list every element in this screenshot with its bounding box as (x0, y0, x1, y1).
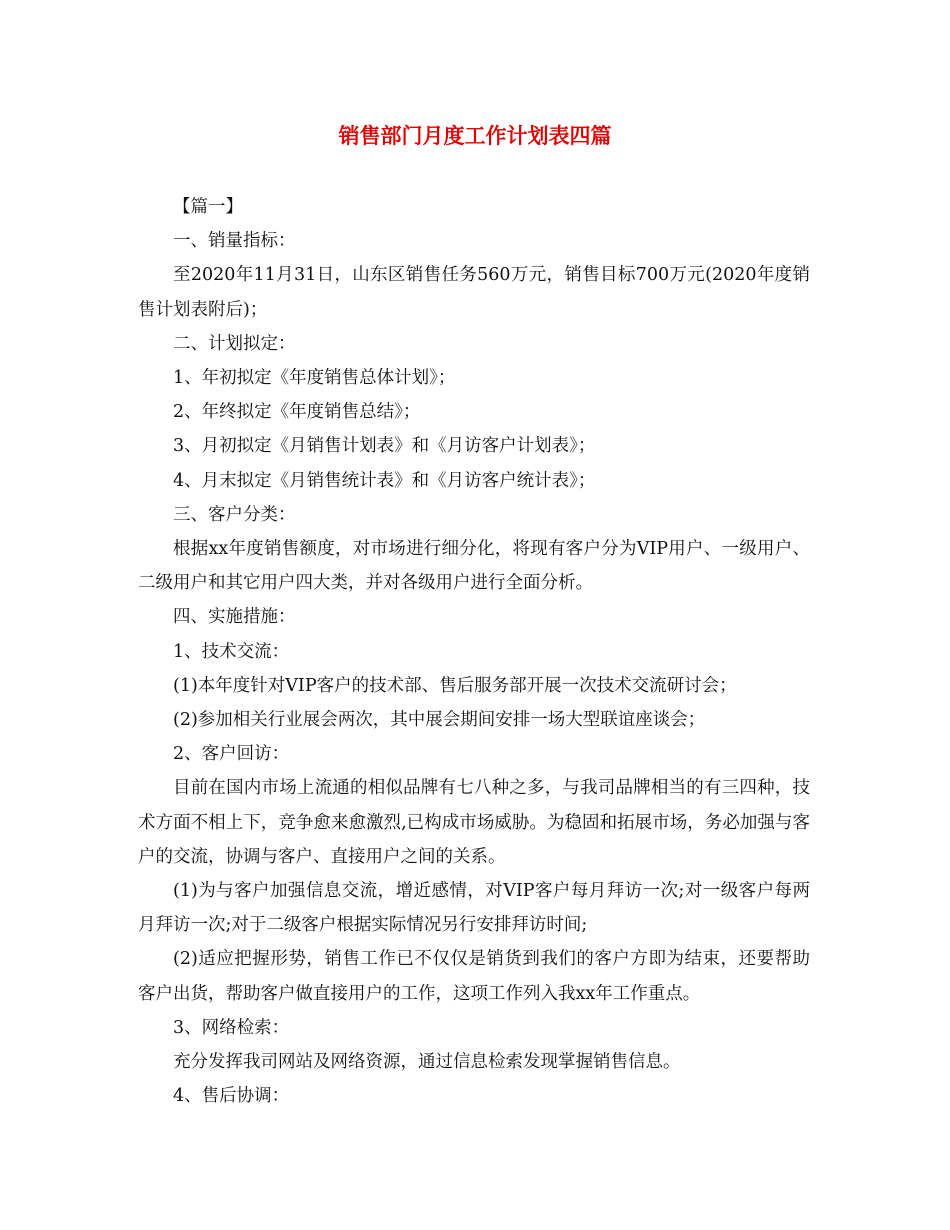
paragraph: 四、实施措施： (173, 607, 296, 628)
paragraph: 【篇一】 (173, 197, 243, 217)
paragraph: 根据xx年度销售额度，对市场进行细分化，将现有客户分为VIP用户、一级用户、二级用户和其它用户四大类，并对各级用户进行全面分析。 (138, 539, 810, 594)
paragraph: 3、网络检索： (173, 1017, 290, 1038)
paragraph: 充分发挥我司网站及网络资源，通过信息检索发现掌握销售信息。 (173, 1052, 681, 1073)
paragraph: 2、客户回访： (173, 744, 290, 765)
document-body (138, 190, 810, 1113)
paragraph: 一、销量指标： (173, 231, 296, 252)
paragraph: 二、计划拟定： (173, 333, 296, 354)
document-title: 销售部门月度工作计划表四篇 (338, 124, 612, 148)
paragraph: 目前在国内市场上流通的相似品牌有七八种之多，与我司品牌相当的有三四种，技术方面不相上下，竞争愈来愈激烈,已构成市场威胁。为稳固和拓展市场，务必加强与客户的交流，协调与客户、直接用户之间的关系。 (138, 778, 810, 867)
paragraph: 1、技术交流： (173, 641, 290, 662)
paragraph: (1)为与客户加强信息交流，增近感情，对VIP客户每月拜访一次;对一级客户每两月拜访一次;对于二级客户根据实际情况另行安排拜访时间; (138, 881, 810, 936)
paragraph: 1、年初拟定《年度销售总体计划》； (173, 368, 456, 389)
paragraph: (2)参加相关行业展会两次，其中展会期间安排一场大型联谊座谈会； (173, 710, 706, 731)
paragraph: (1)本年度针对VIP客户的技术部、售后服务部开展一次技术交流研讨会； (173, 675, 737, 696)
paragraph: 三、客户分类： (173, 504, 296, 525)
paragraph: 4、月末拟定《月销售统计表》和《月访客户统计表》； (173, 470, 596, 491)
paragraph: 2、年终拟定《年度销售总结》； (173, 402, 421, 423)
paragraph: (2)适应把握形势，销售工作已不仅仅是销货到我们的客户方即为结束，还要帮助客户出货，帮助客户做直接用户的工作，这项工作列入我xx年工作重点。 (138, 949, 810, 1004)
paragraph: 至2020年11月31日，山东区销售任务560万元，销售目标700万元(2020年度销售计划表附后)； (138, 265, 810, 320)
paragraph: 3、月初拟定《月销售计划表》和《月访客户计划表》； (173, 436, 596, 457)
paragraph: 4、售后协调： (173, 1086, 290, 1107)
